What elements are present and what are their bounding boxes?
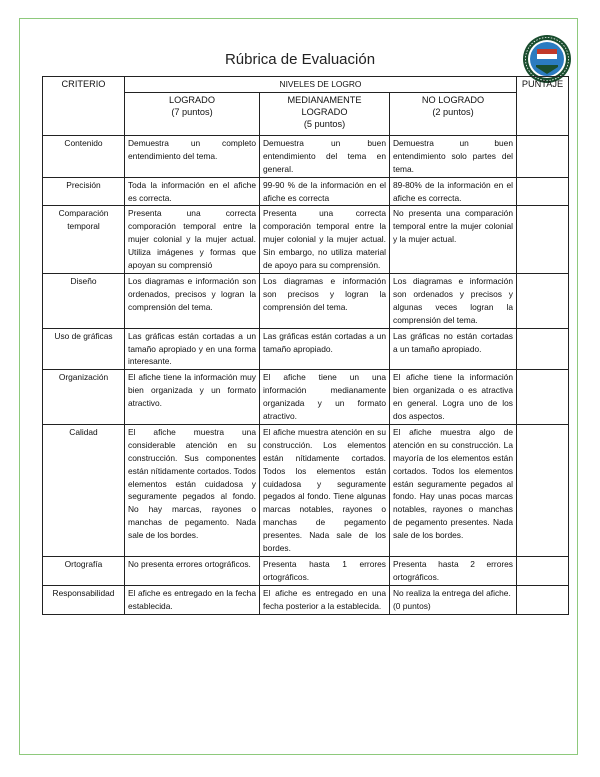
no-logrado-cell: No presenta una comparación temporal entre la mujer colonial y la mujer actual. — [390, 206, 517, 274]
table-row — [43, 206, 569, 274]
header-row-top — [43, 77, 569, 93]
puntaje-cell — [517, 206, 569, 274]
no-logrado-cell: No realiza la entrega del afiche. (0 puntos) — [390, 585, 517, 614]
logrado-cell: El afiche es entregado en la fecha establecida. — [125, 585, 260, 614]
logrado-cell: El afiche muestra una considerable atención en su construcción. Sus componentes están nítidamente cortados. Todos elementos están cuidadosa y seguramente pegados al fondo. No hay marcas, rayones o manchas de pegamento. Nada sale de los bordes. — [125, 424, 260, 556]
table-row — [43, 177, 569, 206]
criterion-cell: Uso de gráficas — [43, 328, 125, 370]
puntaje-cell — [517, 328, 569, 370]
puntaje-cell — [517, 177, 569, 206]
puntaje-cell — [517, 135, 569, 177]
medio-cell: Las gráficas están cortadas a un tamaño apropiado. — [260, 328, 390, 370]
medio-cell: El afiche es entregado en una fecha posterior a la establecida. — [260, 585, 390, 614]
medio-cell: Presenta una correcta comporación temporal entre la mujer colonial y la mujer actual. Sin embargo, no utiliza material de apoyo para su comprensión. — [260, 206, 390, 274]
puntaje-cell — [517, 424, 569, 556]
no-logrado-cell: Los diagramas e información son ordenados y precisos y algunas veces logran la comprensión del tema. — [390, 273, 517, 328]
logrado-cell: Toda la información en el afiche es correcta. — [125, 177, 260, 206]
rubric-table — [42, 76, 569, 615]
no-logrado-cell: El afiche tiene la información bien organizada o es atractiva en general. Logra uno de los dos aspectos. — [390, 370, 517, 425]
medio-cell: Presenta hasta 1 errores ortográficos. — [260, 557, 390, 586]
criterion-cell: Contenido — [43, 135, 125, 177]
criterion-cell: Organización — [43, 370, 125, 425]
medio-cell: El afiche tiene un una información medianamente organizada y un formato atractivo. — [260, 370, 390, 425]
page-title: Rúbrica de Evaluación — [224, 51, 376, 68]
logrado-cell: No presenta errores ortográficos. — [125, 557, 260, 586]
logrado-cell: Las gráficas están cortadas a un tamaño apropiado y en una forma interesante. — [125, 328, 260, 370]
header-criterio: CRITERIO — [43, 77, 125, 136]
medio-cell: Demuestra un buen entendimiento del tema en general. — [260, 135, 390, 177]
header-level-no-logrado: NO LOGRADO (2 puntos) — [390, 92, 517, 135]
no-logrado-cell: Las gráficas no están cortadas a un tamaño apropiado. — [390, 328, 517, 370]
criterion-cell: Calidad — [43, 424, 125, 556]
criterion-cell: Ortografía — [43, 557, 125, 586]
header-level-logrado: LOGRADO (7 puntos) — [125, 92, 260, 135]
puntaje-cell — [517, 585, 569, 614]
header-level-medianamente: MEDIANAMENTE LOGRADO (5 puntos) — [260, 92, 390, 135]
logrado-cell: Demuestra un completo entendimiento del tema. — [125, 135, 260, 177]
medio-cell: El afiche muestra atención en su construcción. Los elementos están nítidamente cortados. Todos los elementos están cuidadosa y seguramente pegados al fondo. Tiene algunas marcas notables, rayones o manchas de pegamento presentes. Nada sale de los bordes. — [260, 424, 390, 556]
criterion-cell: Diseño — [43, 273, 125, 328]
logrado-cell: Los diagramas e información son ordenados, precisos y logran la comprensión del tema. — [125, 273, 260, 328]
criterion-cell: Comparación temporal — [43, 206, 125, 274]
header-puntaje: PUNTAJE — [517, 77, 569, 136]
puntaje-cell — [517, 557, 569, 586]
no-logrado-cell: Presenta hasta 2 errores ortográficos. — [390, 557, 517, 586]
criterion-cell: Precisión — [43, 177, 125, 206]
table-row — [43, 370, 569, 425]
header-niveles: NIVELES DE LOGRO — [125, 77, 517, 93]
no-logrado-cell: El afiche muestra algo de atención en su construcción. La mayoría de los elementos están cortados. Todos los elementos están seguramente pegados al fondo. Hay unas pocas marcas notables, rayones o manchas de pegamento presentes. Nada sale de los bordes. — [390, 424, 517, 556]
no-logrado-cell: 89-80% de la información en el afiche es correcta. — [390, 177, 517, 206]
table-row — [43, 424, 569, 556]
logrado-cell: Presenta una correcta comporación temporal entre la mujer colonial y la mujer actual. Utiliza imágenes y formas que apoyan su comprensió — [125, 206, 260, 274]
logrado-cell: El afiche tiene la información muy bien organizada y un formato atractivo. — [125, 370, 260, 425]
table-row — [43, 273, 569, 328]
medio-cell: Los diagramas e información son precisos y logran la comprensión del tema. — [260, 273, 390, 328]
table-row — [43, 557, 569, 586]
table-row — [43, 328, 569, 370]
criterion-cell: Responsabilidad — [43, 585, 125, 614]
puntaje-cell — [517, 370, 569, 425]
no-logrado-cell: Demuestra un buen entendimiento solo partes del tema. — [390, 135, 517, 177]
table-row — [43, 585, 569, 614]
puntaje-cell — [517, 273, 569, 328]
table-row — [43, 135, 569, 177]
medio-cell: 99-90 % de la información en el afiche es correcta — [260, 177, 390, 206]
